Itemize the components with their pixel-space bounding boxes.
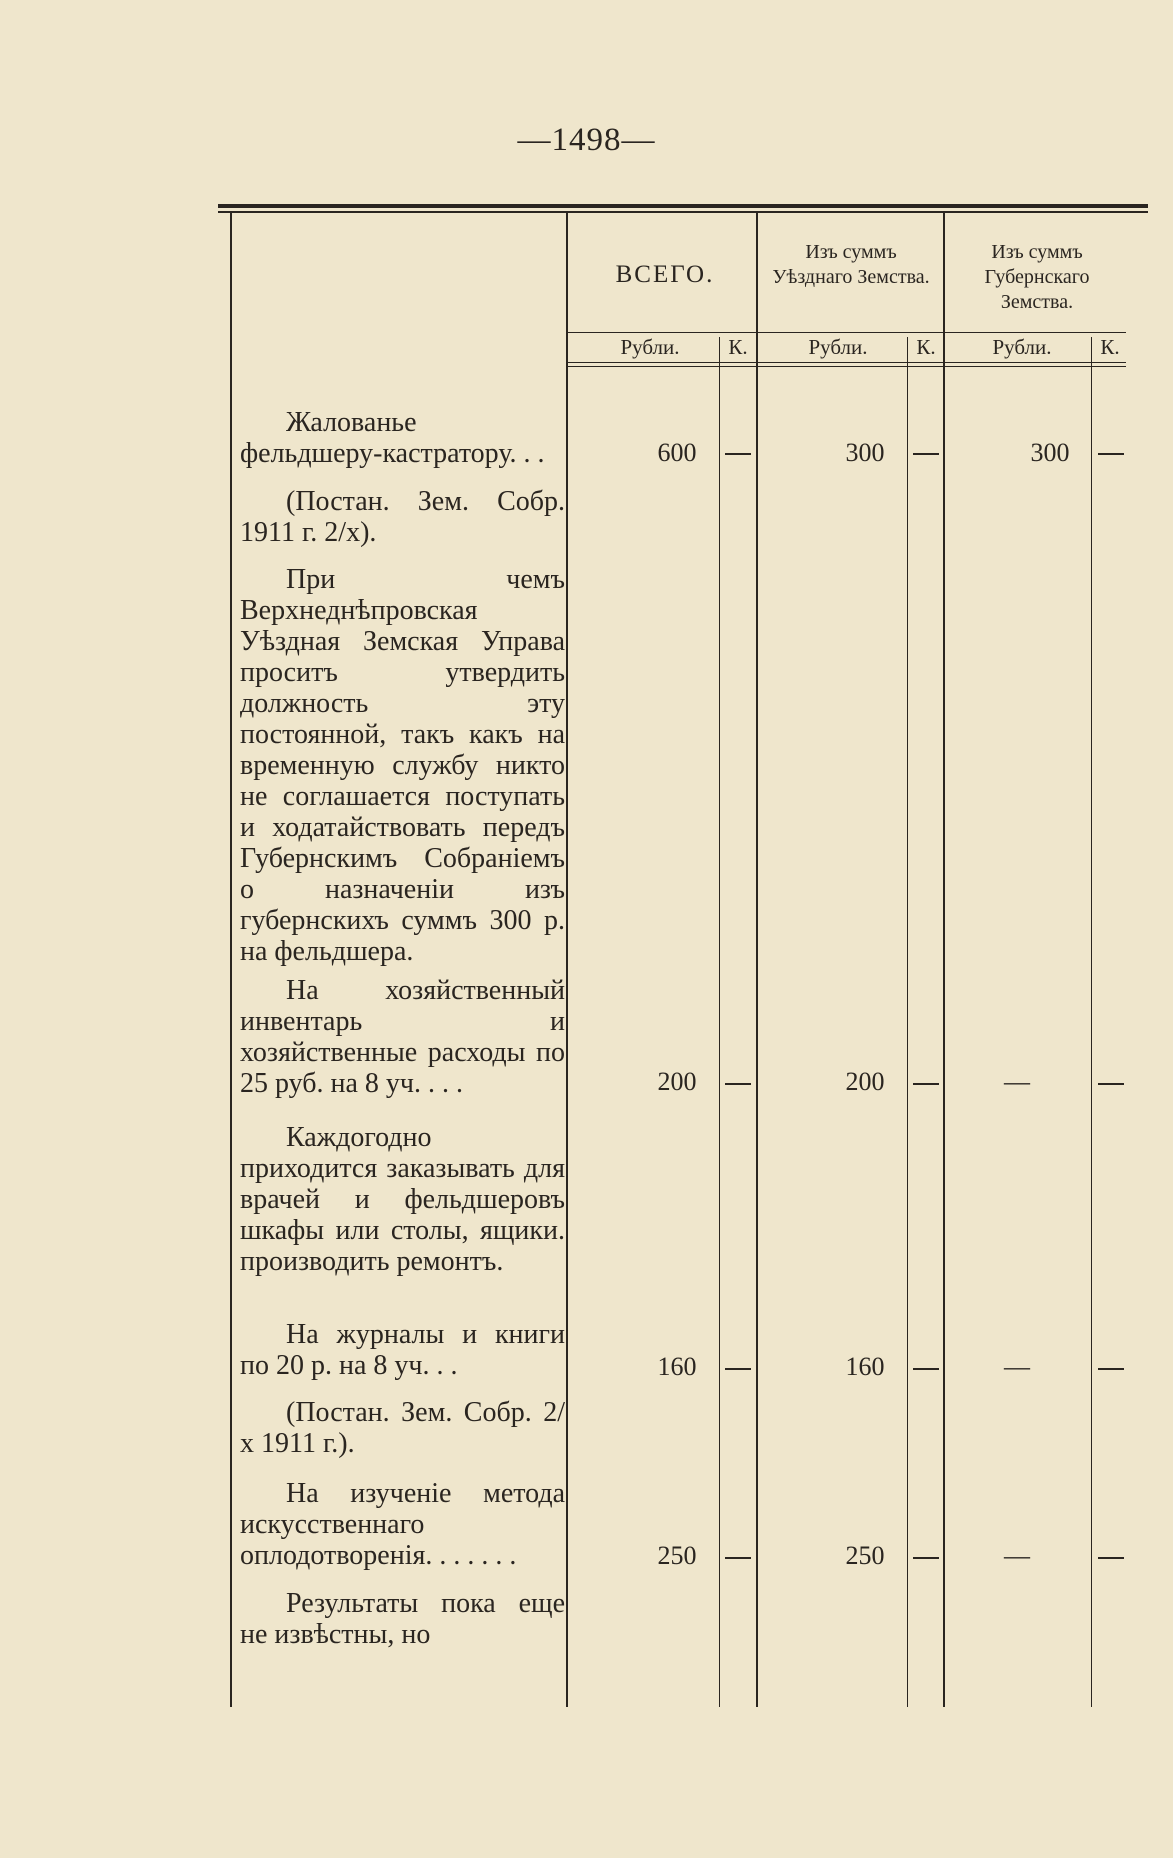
header-rule [566,332,1126,333]
unit-rubles-gub: Рубли. [992,335,1052,359]
row-total-kopecks-dash [725,1557,751,1559]
row-gub: 300 [1030,438,1070,467]
top-rule-thick [218,204,1148,208]
row-gub-kopecks-dash [1098,1368,1124,1370]
row-uezd-kopecks-dash [913,1083,939,1085]
header-gub: Изъ суммъ Губернскаго Земства. [984,241,1090,313]
row-gub: — [1004,1541,1030,1570]
gub-kopeck-rule [1091,337,1092,1707]
row-uezd-kopecks-dash [913,1368,939,1370]
row-text: Каждогодно приходится заказывать для врачей и фельдшеровъ шкафы или столы, ящики. производить ремонтъ. [240,1122,565,1277]
unit-kopecks-uezd: К. [916,335,936,359]
row-text: На изученіе метода искусственнаго оплодотворенія. . . . . . . [240,1478,565,1571]
row-gub-kopecks-dash [1098,1557,1124,1559]
row-gub: — [1004,1352,1030,1381]
uezd-kopeck-rule [907,337,908,1707]
row-uezd: 200 [845,1067,885,1096]
unit-rubles-total: Рубли. [620,335,680,359]
unit-kopecks-total: К. [728,335,748,359]
left-rule [230,213,232,1707]
row-text: (Постан. Зем. Собр. 2/х 1911 г.). [240,1397,565,1459]
row-uezd: 300 [845,438,885,467]
row-gub: — [1004,1067,1030,1096]
row-text: Жалованье фельдшеру-кастратору. . . [240,407,545,469]
row-gub-kopecks-dash [1098,1083,1124,1085]
row-total: 200 [657,1067,697,1096]
row-uezd-kopecks-dash [913,1557,939,1559]
row-text: На хозяйственный инвентарь и хозяйственные расходы по 25 руб. на 8 уч. . . . [240,975,565,1099]
total-column-rule [756,213,758,1707]
row-text: (Постан. Зем. Собр. 1911 г. 2/х). [240,486,565,548]
desc-column-rule [566,213,568,1707]
row-uezd: 160 [845,1352,885,1381]
unit-rule-1 [566,362,1126,363]
header-total: ВСЕГО. [615,261,715,288]
unit-rule-2 [566,366,1126,367]
unit-rubles-uezd: Рубли. [808,335,868,359]
uezd-column-rule [943,213,945,1707]
unit-kopecks-gub: К. [1100,335,1120,359]
row-text: Результаты пока еще не извѣстны, но [240,1588,565,1650]
row-text: На журналы и книги по 20 р. на 8 уч. . . [240,1319,565,1381]
row-uezd-kopecks-dash [913,453,939,455]
row-total: 160 [657,1352,697,1381]
total-kopeck-rule [719,337,720,1707]
top-rule-thin [218,211,1148,213]
row-total: 600 [657,438,697,467]
page-number: —1498— [517,122,656,158]
row-uezd: 250 [845,1541,885,1570]
header-uezd: Изъ суммъ Уѣзднаго Земства. [772,241,930,288]
row-total-kopecks-dash [725,453,751,455]
row-total-kopecks-dash [725,1368,751,1370]
row-gub-kopecks-dash [1098,453,1124,455]
row-total-kopecks-dash [725,1083,751,1085]
row-text: При чемъ Верхнеднѣпровская Уѣздная Земская Управа проситъ утвердить должность эту постоянной, такъ какъ на временную службу никто не соглашается поступать и ходатайствовать передъ Губернскимъ Собраніемъ о назначеніи изъ губернскихъ суммъ 300 р. на фельдшера. [240,564,565,967]
row-total: 250 [657,1541,697,1570]
